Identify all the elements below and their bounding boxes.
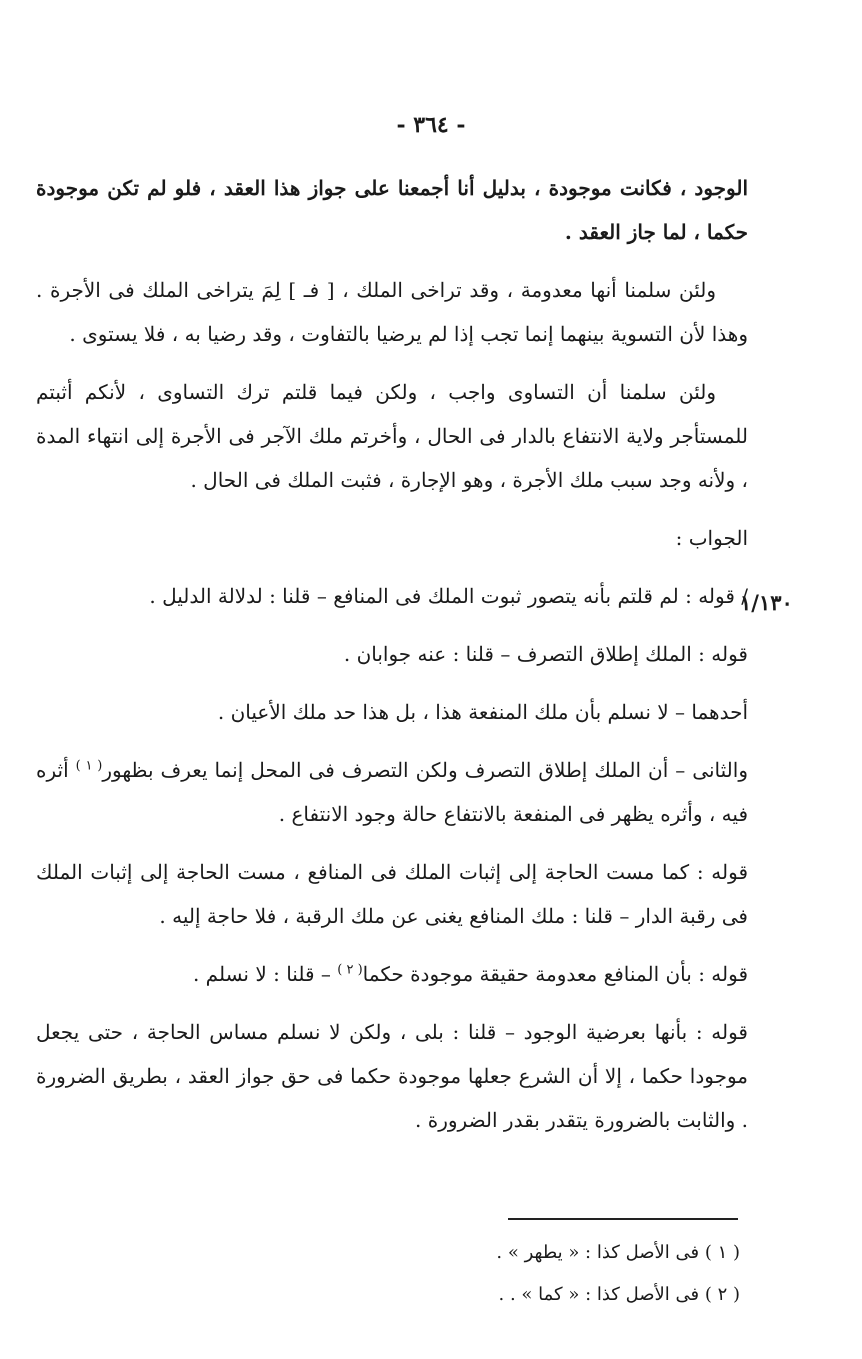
paragraph <box>36 748 748 836</box>
paragraph <box>36 952 748 996</box>
paragraph: قوله : بأنها بعرضية الوجود – قلنا : بلى ، ولكن لا نسلم مساس الحاجة ، حتى يجعل موجودا حكما ، إلا أن الشرع جعلها موجودة حكما فى حق جواز العقد ، بطريق الضرورة . والثابت بالضرورة يتقدر بقدر الضرورة . <box>36 1020 748 1132</box>
paragraph: قوله : كما مست الحاجة إلى إثبات الملك فى المنافع ، مست الحاجة إلى إثبات الملك فى رقبة الدار – قلنا : ملك المنافع يغنى عن ملك الرقبة ، فلا حاجة إليه . <box>36 860 748 928</box>
paragraph-text: ولئن سلمنا أنها معدومة ، وقد تراخى الملك ، [ فـ ] لِمَ يتراخى الملك فى الأجرة . وهذا لأن التسوية بينهما إنما تجب إذا لم يرضيا بالتفاوت ، وقد رضيا به ، فلا يستوى . <box>36 278 748 346</box>
footnote-divider <box>508 1218 738 1220</box>
paragraph-text-continued: – قلنا : لا نسلم . <box>192 962 338 986</box>
paragraph-text: ولئن سلمنا أن التساوى واجب ، ولكن فيما قلتم ترك التساوى ، لأنكم أثبتم للمستأجر ولاية الانتفاع بالدار فى الحال ، وأخرتم ملك الآجر فى الأجرة إلى انتهاء المدة ، ولأنه وجد سبب ملك الأجرة ، وهو الإجارة ، فثبت الملك فى الحال . <box>36 380 748 492</box>
paragraph-text: قوله : بأن المنافع معدومة حقيقة موجودة حكما <box>362 962 748 986</box>
answer-heading: الجواب : <box>675 526 748 550</box>
paragraph: قوله : الملك إطلاق التصرف – قلنا : عنه جوابان . <box>343 642 748 666</box>
footnotes <box>120 1232 740 1316</box>
main-text <box>36 166 748 1156</box>
footnote: ( ١ ) فى الأصل كذا : « يطهر » . <box>496 1242 740 1263</box>
margin-folio-note: ١/١٣٠ <box>740 590 793 615</box>
paragraph: أحدهما – لا نسلم بأن ملك المنفعة هذا ، بل هذا حد ملك الأعيان . <box>217 700 748 724</box>
footnote-reference: ( ٢ ) <box>337 962 363 978</box>
footnote: ( ٢ ) فى الأصل كذا : « كما » . . <box>498 1284 740 1305</box>
paragraph-text: والثانى – أن الملك إطلاق التصرف ولكن التصرف فى المحل إنما يعرف بظهور <box>102 758 748 782</box>
paragraph <box>36 268 748 356</box>
footnote-reference: ( ١ ) <box>75 758 103 774</box>
paragraph-text-continued: أثره فيه ، وأثره يظهر فى المنفعة بالانتفاع حالة وجود الانتفاع . <box>36 758 748 826</box>
paragraph: الوجود ، فكانت موجودة ، بدليل أنا أجمعنا على جواز هذا العقد ، فلو لم تكن موجودة حكما ، لما جاز العقد . <box>36 176 748 244</box>
paragraph <box>36 370 748 502</box>
paragraph: / قوله : لم قلتم بأنه يتصور ثبوت الملك فى المنافع – قلنا : لدلالة الدليل . <box>149 584 748 608</box>
page-number: - ٣٦٤ - <box>396 112 466 138</box>
